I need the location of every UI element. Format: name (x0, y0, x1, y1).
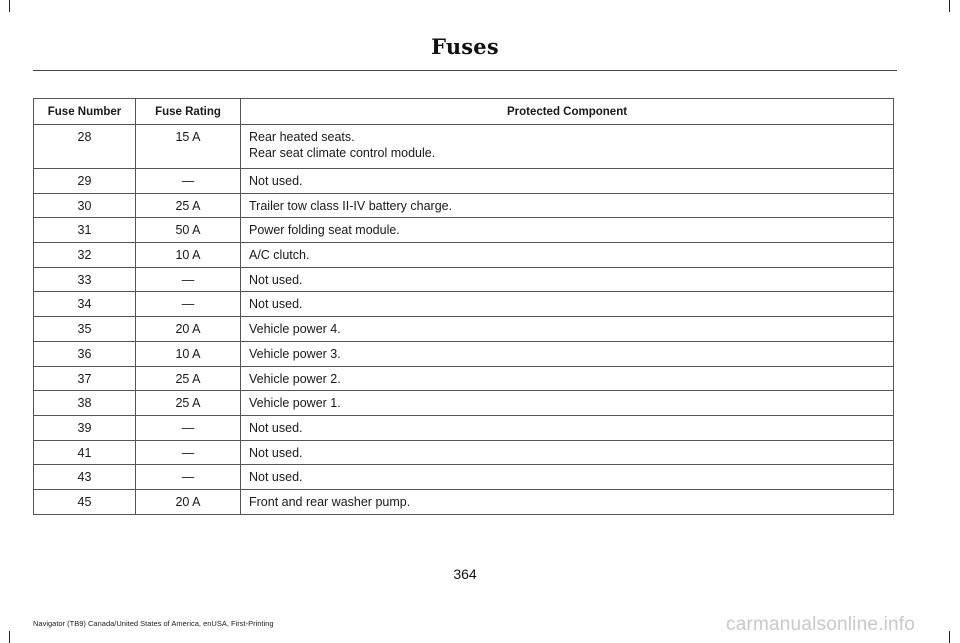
protected-component-cell (241, 193, 894, 218)
table-row (34, 317, 894, 342)
fuse-rating-cell: 20 A (136, 317, 241, 342)
protected-component-cell (241, 489, 894, 514)
fuse-number-cell: 43 (34, 465, 136, 490)
protected-component-line: Not used. (249, 174, 303, 188)
fuse-number-cell: 37 (34, 366, 136, 391)
header-fuse-rating: Fuse Rating (136, 99, 241, 125)
protected-component-cell (241, 341, 894, 366)
protected-component-line: Vehicle power 4. (249, 322, 341, 337)
protected-component-line: Not used. (249, 297, 303, 312)
page-title: Fuses (431, 34, 499, 59)
fuse-rating-cell: — (136, 267, 241, 292)
fuse-number-cell: 36 (34, 341, 136, 366)
table-row (34, 292, 894, 317)
crop-mark-top-right (949, 0, 950, 12)
fuse-number-cell: 33 (34, 267, 136, 292)
protected-component-cell (241, 292, 894, 317)
protected-component-line: Power folding seat module. (249, 223, 400, 238)
fuse-number-cell: 38 (34, 391, 136, 416)
table-row (34, 193, 894, 218)
protected-component-cell (241, 125, 894, 169)
table-row (34, 243, 894, 268)
fuse-rating-cell: 25 A (136, 391, 241, 416)
header-fuse-number: Fuse Number (34, 99, 136, 125)
table-row (34, 169, 894, 194)
protected-component-cell (241, 465, 894, 490)
protected-component-line: Not used. (249, 445, 303, 460)
fuse-rating-cell: 50 A (136, 218, 241, 243)
protected-component-cell (241, 169, 894, 194)
fuse-rating-cell: 25 A (136, 366, 241, 391)
protected-component-line: Front and rear washer pump. (249, 494, 411, 509)
protected-component-cell (241, 267, 894, 292)
fuse-number-cell: 29 (34, 169, 136, 194)
fuse-rating-cell: 15 A (136, 125, 241, 169)
protected-component-cell (241, 366, 894, 391)
protected-component-cell (241, 415, 894, 440)
table-row (34, 366, 894, 391)
table-row (34, 489, 894, 514)
crop-mark-bottom-left (9, 631, 10, 643)
protected-component-line: Vehicle power 3. (249, 346, 341, 361)
fuse-rating-cell: 10 A (136, 243, 241, 268)
page-number: 364 (453, 566, 477, 582)
protected-component-line: Not used. (249, 470, 303, 485)
protected-component-cell (241, 391, 894, 416)
protected-component-line: Not used. (249, 272, 303, 287)
protected-component-cell (241, 243, 894, 268)
fuse-number-cell: 35 (34, 317, 136, 342)
fuse-rating-cell: — (136, 440, 241, 465)
fuse-number-cell: 39 (34, 415, 136, 440)
crop-mark-top-left (9, 0, 10, 12)
fuse-number-cell: 45 (34, 489, 136, 514)
fuse-rating-cell: 20 A (136, 489, 241, 514)
protected-component-line: Trailer tow class II-IV battery charge. (249, 198, 453, 213)
fuse-rating-cell: 25 A (136, 193, 241, 218)
footer-text: Navigator (TB9) Canada/United States of America, enUSA, First-Printing (33, 619, 274, 628)
fuse-rating-cell: 10 A (136, 341, 241, 366)
fuse-rating-cell: — (136, 292, 241, 317)
fuse-rating-cell: — (136, 465, 241, 490)
fuse-table-body (34, 125, 894, 515)
protected-component-line: Rear seat climate control module. (249, 146, 436, 160)
title-divider (33, 70, 897, 71)
table-row (34, 465, 894, 490)
crop-mark-bottom-right (949, 631, 950, 643)
fuse-rating-cell: — (136, 415, 241, 440)
protected-component-line: Rear heated seats. (249, 130, 355, 144)
header-protected-component: Protected Component (241, 99, 894, 125)
table-row (34, 415, 894, 440)
fuse-number-cell: 28 (34, 125, 136, 169)
fuse-number-cell: 32 (34, 243, 136, 268)
protected-component-cell (241, 218, 894, 243)
table-row (34, 125, 894, 169)
watermark-text: carmanualsonline.info (726, 614, 916, 635)
fuse-number-cell: 30 (34, 193, 136, 218)
fuse-number-cell: 31 (34, 218, 136, 243)
table-header-row (34, 99, 894, 125)
protected-component-cell (241, 440, 894, 465)
fuse-table (33, 98, 894, 515)
table-row (34, 391, 894, 416)
fuse-number-cell: 34 (34, 292, 136, 317)
protected-component-line: A/C clutch. (249, 248, 310, 263)
fuse-number-cell: 41 (34, 440, 136, 465)
protected-component-line: Vehicle power 1. (249, 396, 341, 411)
table-row (34, 440, 894, 465)
table-row (34, 218, 894, 243)
table-row (34, 341, 894, 366)
fuse-rating-cell: — (136, 169, 241, 194)
protected-component-line: Not used. (249, 420, 303, 435)
table-row (34, 267, 894, 292)
protected-component-cell (241, 317, 894, 342)
protected-component-line: Vehicle power 2. (249, 371, 341, 386)
